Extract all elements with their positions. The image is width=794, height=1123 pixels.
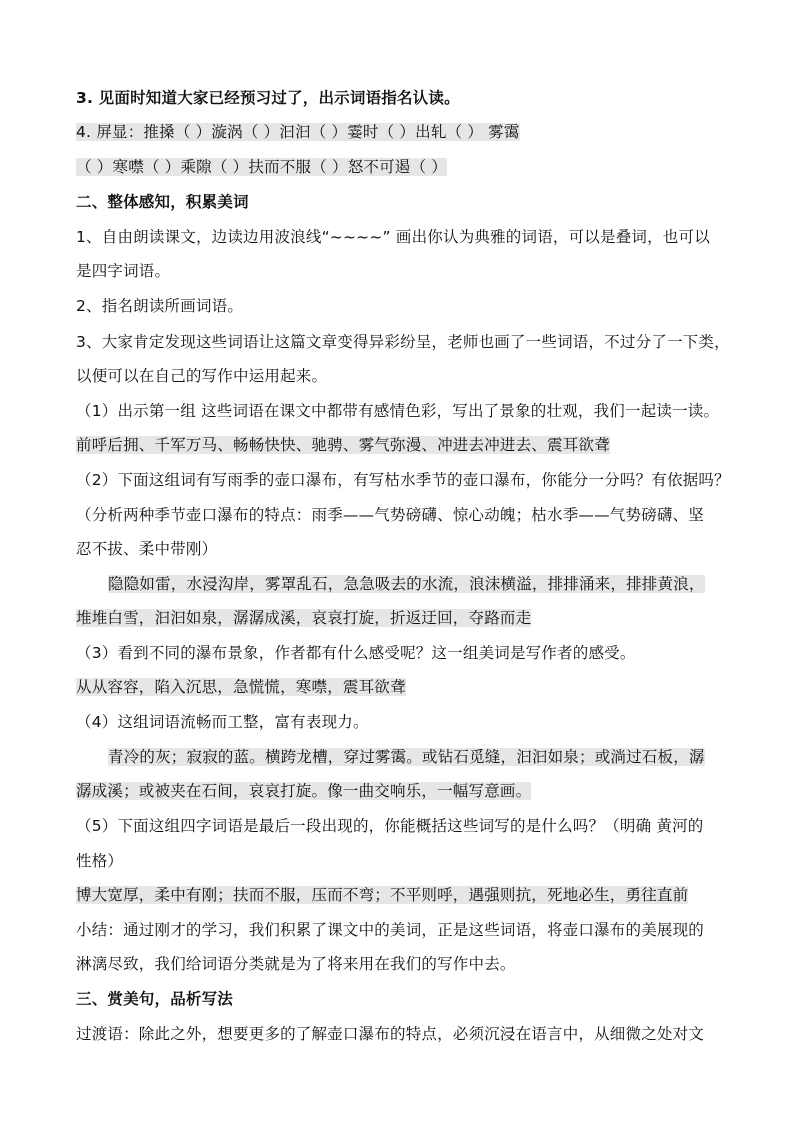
word-group-4b-text: 潺成溪；或被夹在石间，哀哀打旋。像一曲交响乐，一幅写意画。 — [76, 782, 532, 800]
paragraph-line: 是四字词语。 — [76, 262, 171, 280]
paragraph-line: 3、大家肯定发现这些词语让这篇文章变得异彩纷呈，老师也画了一些词语，不过分了一下类， — [76, 333, 730, 351]
paragraph-line: （1）出示第一组 这些词语在课文中都带有感情色彩，写出了景象的壮观，我们一起读一读。 — [76, 402, 720, 420]
screen-display-line-1 — [76, 120, 520, 144]
word-group-3 — [76, 675, 406, 699]
paragraph-line: （5）下面这组四字词语是最后一段出现的，你能概括这些词写的是什么吗？（明确 黄河的 — [76, 817, 704, 835]
word-group-4b — [76, 779, 531, 803]
vocab-blanks-2: （ ）寒噤（ ）乘隙（ ）扶而不服（ ）怒不可遏（ ） — [76, 158, 448, 176]
section-heading-2: 二、整体感知，积累美词 — [76, 193, 249, 211]
paragraph-line: 忍不拔、柔中带刚） — [76, 540, 218, 558]
word-group-2b — [76, 606, 531, 630]
word-group-1 — [76, 433, 610, 457]
word-group-4a-text: 青冷的灰；寂寂的蓝。横跨龙槽，穿过雾霭。或钻石觅缝，汩汩如泉；或淌过石板，潺 — [108, 748, 705, 766]
section-heading-3: 三、赏美句，品析写法 — [76, 990, 234, 1008]
word-group-2a — [108, 572, 705, 596]
paragraph-line: 性格） — [76, 852, 124, 870]
transition-line: 过渡语：除此之外，想要更多的了解壶口瀑布的特点，必须沉浸在语言中，从细微之处对文 — [76, 1025, 705, 1043]
paragraph-line: 2、指名朗读所画词语。 — [76, 297, 244, 315]
paragraph-line: （2）下面这组词有写雨季的壶口瀑布，有写枯水季节的壶口瀑布，你能分一分吗？有依据吗？ — [76, 471, 730, 489]
word-group-3-text: 从从容容，陷入沉思，急慌慌，寒噤，震耳欲聋 — [76, 678, 406, 696]
word-group-5 — [76, 883, 688, 907]
paragraph-line: 以便可以在自己的写作中运用起来。 — [76, 367, 328, 385]
word-group-2b-text: 堆堆白雪，汩汩如泉，潺潺成溪，哀哀打旋，折返迂回，夺路而走 — [76, 609, 532, 627]
paragraph-line: 1、自由朗读课文，边读边用波浪线“~~~~” 画出你认为典雅的词语，可以是叠词，也可以 — [76, 228, 710, 246]
paragraph-line: （分析两种季节壶口瀑布的特点：雨季——气势磅礴、惊心动魄；枯水季——气势磅礴、坚 — [76, 506, 705, 524]
word-group-5-text: 博大宽厚，柔中有刚；扶而不服，压而不弯；不平则呼，遇强则抗，死地必生，勇往直前 — [76, 886, 689, 904]
word-group-2a-text: 隐隐如雷，水浸沟岸，雾罩乱石，急急吸去的水流，浪沫横溢，排排涌来，排排黄浪， — [108, 575, 705, 593]
summary-line: 淋漓尽致，我们给词语分类就是为了将来用在我们的写作中去。 — [76, 955, 516, 973]
paragraph-line: （4）这组词语流畅而工整，富有表现力。 — [76, 713, 369, 731]
word-group-1-text: 前呼后拥、千军万马、畅畅快快、驰骋、雾气弥漫、冲进去冲进去、震耳欲聋 — [76, 436, 610, 454]
summary-line: 小结：通过刚才的学习，我们积累了课文中的美词，正是这些词语，将壶口瀑布的美展现的 — [76, 921, 705, 939]
vocab-blanks-1: 4. 屏显：推搡（ ）漩涡（ ）汩汩（ ）霎时（ ）出轧（ ） 雾霭 — [76, 123, 520, 141]
step-3-line: 3. 见面时知道大家已经预习过了，出示词语指名认读。 — [76, 89, 460, 107]
word-group-4a — [108, 745, 705, 769]
paragraph-line: （3）看到不同的瀑布景象，作者都有什么感受呢？这一组美词是写作者的感受。 — [76, 644, 636, 662]
screen-display-line-2 — [76, 155, 447, 179]
